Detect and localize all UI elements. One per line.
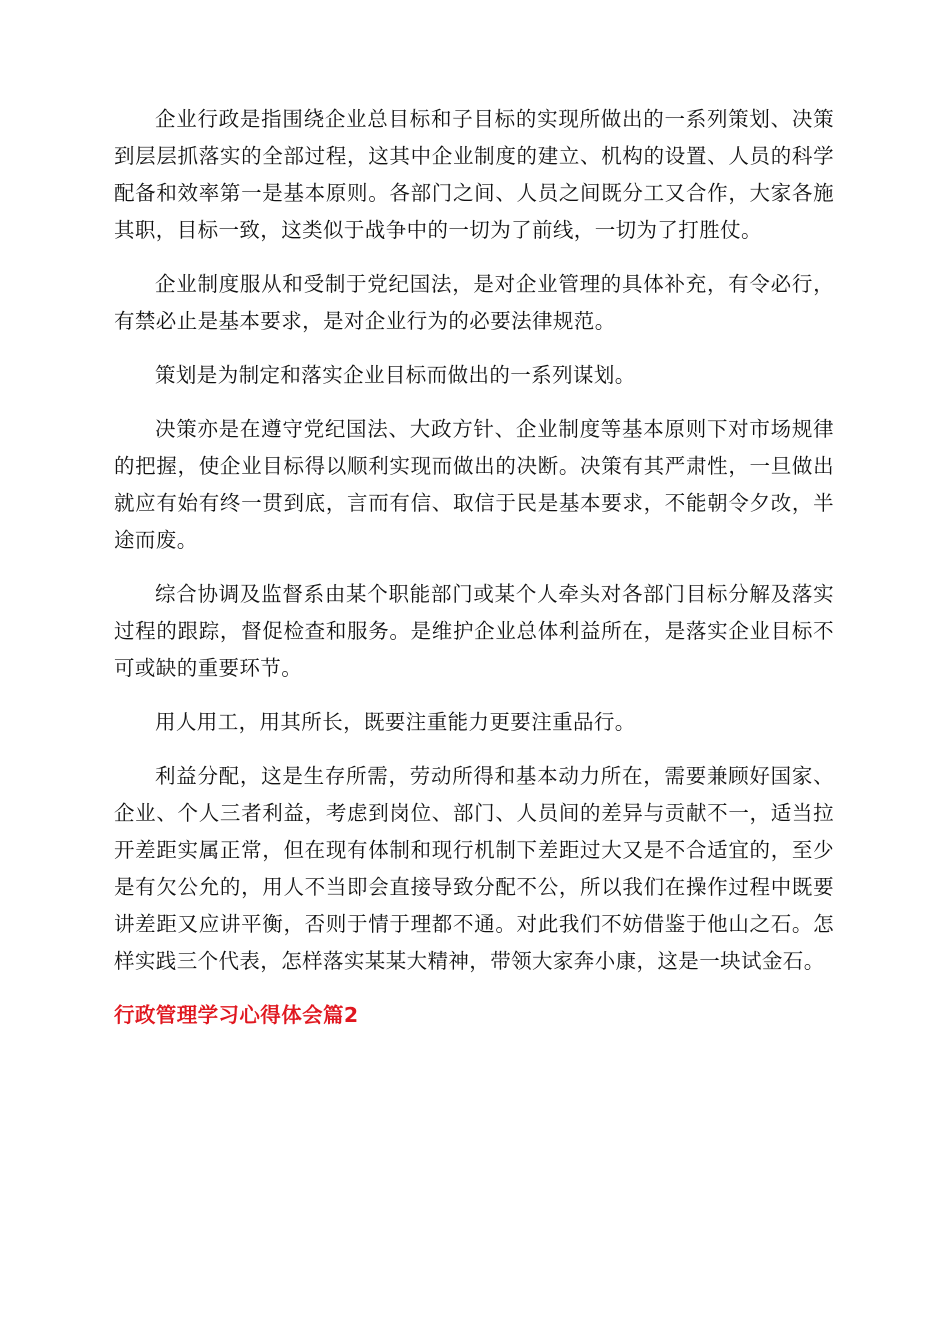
section-heading: 行政管理学习心得体会篇2 xyxy=(114,1003,359,1027)
paragraph-enterprise-system: 企业制度服从和受制于党纪国法，是对企业管理的具体补充，有令必行，有禁必止是基本要求，是对企业行为的必要法律规范。 xyxy=(114,272,834,333)
paragraph-decision-making: 决策亦是在遵守党纪国法、大政方针、企业制度等基本原则下对市场规律的把握，使企业目标得以顺利实现而做出的决断。决策有其严肃性，一旦做出就应有始有终一贯到底，言而有信、取信于民是基本要求，不能朝令夕改，半途而废。 xyxy=(114,417,834,552)
paragraph-benefit-distribution: 利益分配，这是生存所需，劳动所得和基本动力所在，需要兼顾好国家、企业、个人三者利益，考虑到岗位、部门、人员间的差异与贡献不一，适当拉开差距实属正常，但在现有体制和现行机制下差距过大又是不合适宜的，至少是有欠公允的，用人不当即会直接导致分配不公，所以我们在操作过程中既要讲差距又应讲平衡，否则于情于理都不通。对此我们不妨借鉴于他山之石。怎样实践三个代表，怎样落实某某大精神，带领大家奔小康，这是一块试金石。 xyxy=(114,764,834,973)
paragraph-enterprise-administration: 企业行政是指围绕企业总目标和子目标的实现所做出的一系列策划、决策到层层抓落实的全部过程，这其中企业制度的建立、机构的设置、人员的科学配备和效率第一是基本原则。各部门之间、人员之间既分工又合作，大家各施其职，目标一致，这类似于战争中的一切为了前线，一切为了打胜仗。 xyxy=(114,107,834,242)
document-body xyxy=(114,101,834,1034)
paragraph-coordination-supervision: 综合协调及监督系由某个职能部门或某个人牵头对各部门目标分解及落实过程的跟踪，督促检查和服务。是维护企业总体利益所在，是落实企业目标不可或缺的重要环节。 xyxy=(114,582,834,680)
paragraph-employment: 用人用工，用其所长，既要注重能力更要注重品行。 xyxy=(155,710,636,734)
paragraph-planning: 策划是为制定和落实企业目标而做出的一系列谋划。 xyxy=(155,363,636,387)
